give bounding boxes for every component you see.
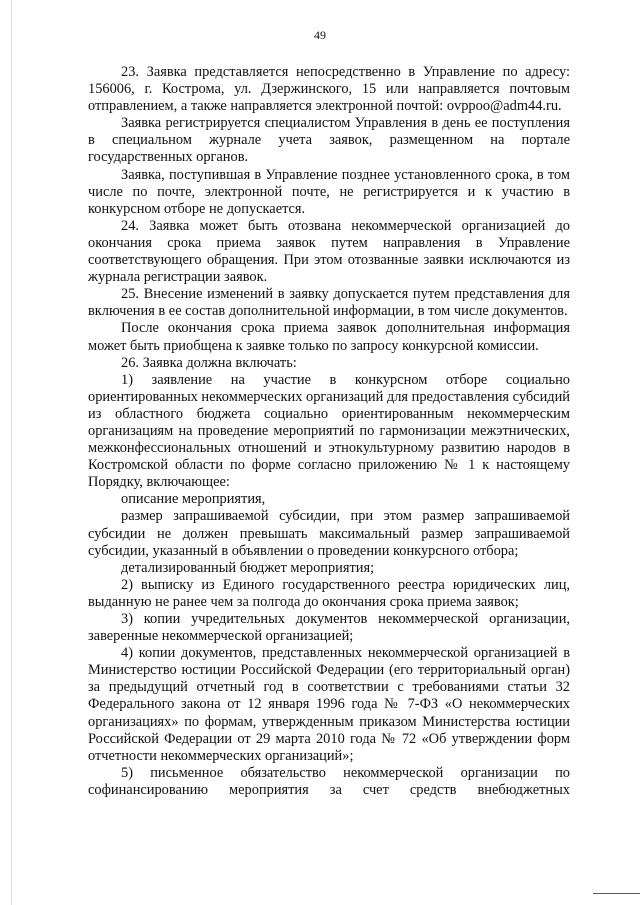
paragraph-26-contents: 26. Заявка должна включать: — [121, 354, 297, 371]
bottom-corner-rule — [593, 893, 640, 894]
list-subitem-subsidy-size: размер запрашиваемой субсидии, при этом размер запрашиваемой субсидии не должен превышать максимальный размер запрашиваемой субсидии, указанный в объявлении о проведении конкурсного отбора; — [88, 508, 570, 559]
paragraph-late-submission: Заявка, поступившая в Управление позднее установленного срока, в том числе по почте, электронной почте, не регистрируется и к участию в конкурсном отборе не допускается. — [88, 166, 570, 217]
list-item-1-application: 1) заявление на участие в конкурсном отборе социально ориентированных некоммерческих организаций для предоставления субсидий из областного бюджета социально ориентированным некоммерческим организациям на проведение мероприятий по гармонизации межэтнических, межконфессиональных отношений и этнокультурному развитию народов в Костромской области по форме согласно приложению № 1 к настоящему Порядку, включающее: — [88, 371, 570, 491]
list-subitem-description: описание мероприятия, — [121, 491, 266, 508]
list-subitem-budget: детализированный бюджет мероприятия; — [121, 559, 375, 576]
paragraph-23-submission: 23. Заявка представляется непосредственно в Управление по адресу: 156006, г. Кострома, ул. Дзержинского, 15 или направляется почтовым отправлением, а также направляется электронной почтой: ovppoo@adm44.ru. — [88, 64, 570, 115]
paragraph-registration: Заявка регистрируется специалистом Управления в день ее поступления в специальном журнале учета заявок, размещенном на портале государственных органов. — [88, 115, 570, 166]
list-item-4-ministry-documents: 4) копии документов, представленных некоммерческой организацией в Министерство юстиции Российской Федерации (его территориальный орган) за предыдущий отчетный год в соответствии с требованиями статьи 32 Федерального закона от 12 января 1996 года № 7-ФЗ «О некоммерческих организациях» по формам, утвержденным приказом Министерства юстиции Российской Федерации от 29 марта 2010 года № 72 «Об утверждении форм отчетности некоммерческих организаций»; — [88, 645, 570, 764]
document-body — [88, 64, 570, 799]
paragraph-25-changes: 25. Внесение изменений в заявку допускается путем представления для включения в ее состав дополнительной информации, в том числе документов. — [88, 286, 570, 320]
list-item-3-founding-documents: 3) копии учредительных документов некоммерческой организации, заверенные некоммерческой организацией; — [88, 611, 570, 645]
paragraph-24-withdrawal: 24. Заявка может быть отозвана некоммерческой организацией до окончания срока приема заявок путем направления в Управление соответствующего обращения. При этом отозванные заявки исключаются из журнала регистрации заявок. — [88, 217, 570, 286]
list-item-2-registry-extract: 2) выписку из Единого государственного реестра юридических лиц, выданную не ранее чем за полгода до окончания срока приема заявок; — [88, 576, 570, 610]
scan-left-edge — [11, 0, 12, 905]
list-item-5-cofinancing: 5) письменное обязательство некоммерческой организации по софинансированию мероприятия за счет средств внебюджетных — [88, 764, 570, 798]
paragraph-additional-info: После окончания срока приема заявок дополнительная информация может быть приобщена к заявке только по запросу конкурсной комиссии. — [88, 320, 570, 354]
page-number: 49 — [314, 28, 326, 42]
